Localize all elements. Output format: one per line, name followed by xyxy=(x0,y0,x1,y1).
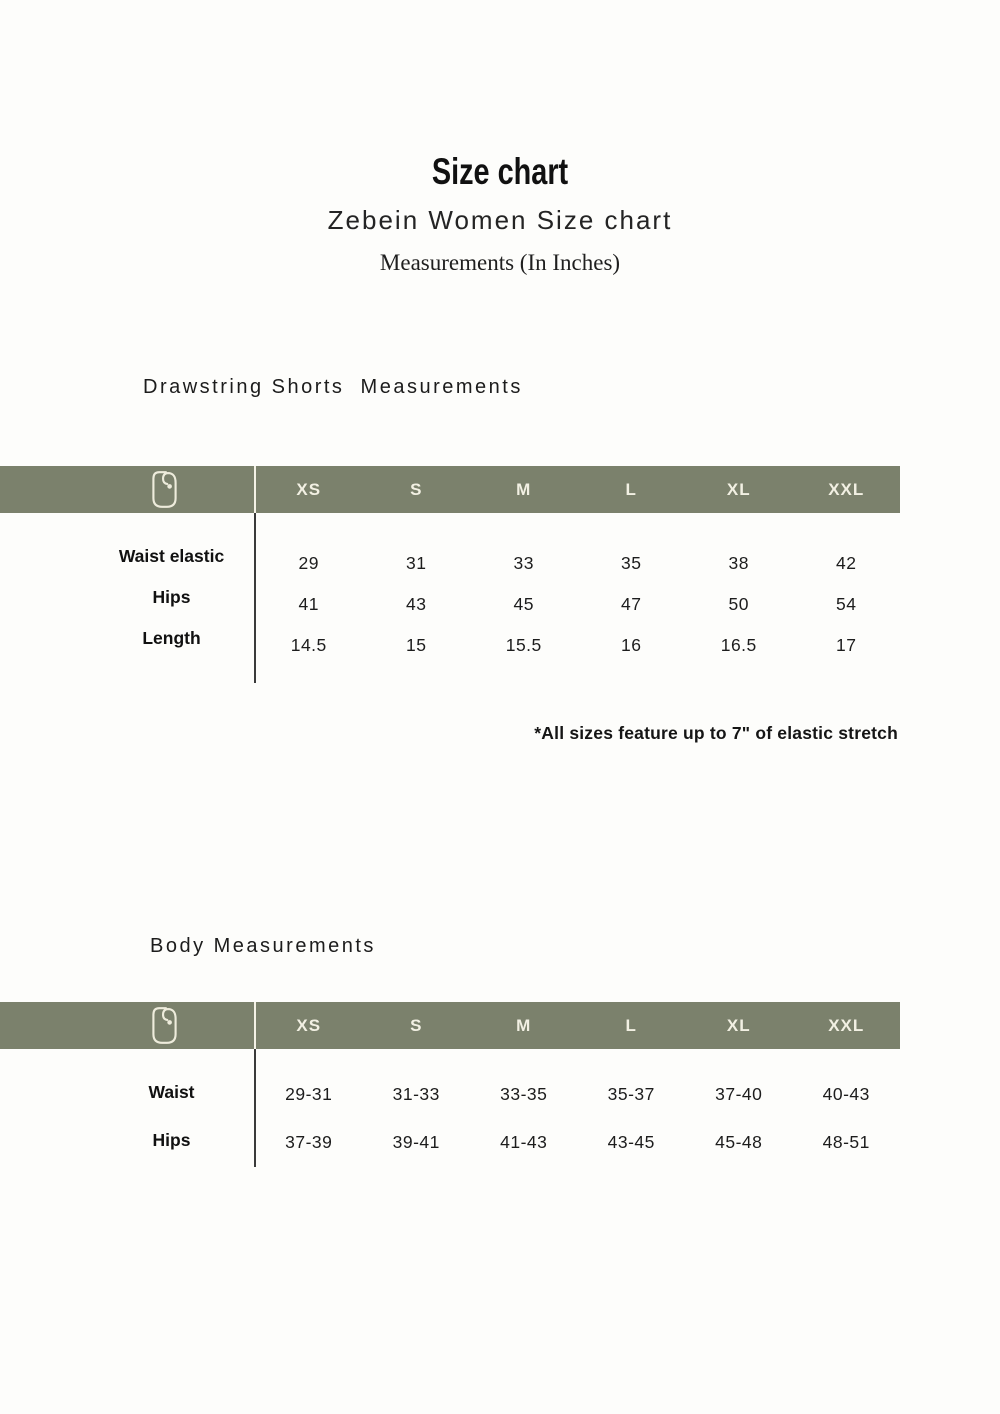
size-value-cell: 40-43 xyxy=(822,1083,870,1104)
units-note: Measurements (In Inches) xyxy=(379,250,621,275)
subtitle: Zebein Women Size chart xyxy=(327,205,673,235)
size-value-cell: 29-31 xyxy=(285,1083,333,1104)
size-value-cell: 35-37 xyxy=(607,1083,655,1104)
size-value-cell: 43-45 xyxy=(607,1131,655,1152)
size-value-cell: 39-41 xyxy=(392,1131,440,1152)
table-row-waist-elastic xyxy=(0,543,900,584)
table2-logo-cell xyxy=(0,1002,255,1049)
table2-column-divider xyxy=(254,1049,256,1167)
table2-size-header-l: L xyxy=(625,1015,637,1035)
logo-dot xyxy=(167,1020,172,1025)
row-label: Waist xyxy=(148,1081,195,1102)
table-row-hips xyxy=(0,584,900,625)
size-value-cell: 47 xyxy=(621,594,642,614)
table2-size-header-xxl: XXL xyxy=(828,1015,865,1035)
size-value-cell: 16.5 xyxy=(720,635,757,655)
table2-size-header-xl: XL xyxy=(726,1015,751,1035)
table-row-hips xyxy=(0,1118,900,1166)
size-value-cell: 42 xyxy=(836,553,857,573)
size-value-cell: 41-43 xyxy=(500,1131,548,1152)
logo-dot xyxy=(167,484,172,489)
table1-column-divider xyxy=(254,513,256,683)
table1-body xyxy=(0,543,900,666)
header-column-divider xyxy=(254,1002,256,1049)
row-label: Length xyxy=(142,628,201,648)
size-value-cell: 33 xyxy=(513,553,534,573)
section-heading-body-measurements: Body Measurements xyxy=(150,935,376,957)
table-row-length xyxy=(0,625,900,666)
size-value-cell: 38 xyxy=(728,553,749,573)
size-value-cell: 17 xyxy=(836,635,857,655)
table1-header-row xyxy=(0,466,900,513)
row-label: Hips xyxy=(152,1129,191,1150)
size-value-cell: 33-35 xyxy=(500,1083,548,1104)
table2-size-header-m: M xyxy=(516,1015,532,1035)
elastic-stretch-footnote: *All sizes feature up to 7" of elastic stretch xyxy=(534,723,898,743)
table2-size-header-s: S xyxy=(410,1015,423,1035)
size-value-cell: 48-51 xyxy=(822,1131,870,1152)
table1-size-header-l: L xyxy=(625,479,637,499)
size-value-cell: 37-40 xyxy=(715,1083,763,1104)
table1-logo-cell xyxy=(0,466,255,513)
brand-logo-icon xyxy=(151,1006,178,1045)
size-value-cell: 41 xyxy=(298,594,319,614)
size-value-cell: 31-33 xyxy=(392,1083,440,1104)
size-value-cell: 43 xyxy=(406,594,427,614)
brand-logo-icon xyxy=(151,470,178,509)
table1-size-header-xl: XL xyxy=(726,479,751,499)
size-value-cell: 15 xyxy=(406,635,427,655)
size-value-cell: 15.5 xyxy=(505,635,542,655)
size-value-cell: 45-48 xyxy=(715,1131,763,1152)
size-value-cell: 16 xyxy=(621,635,642,655)
table2-body xyxy=(0,1070,900,1166)
table2-header-row xyxy=(0,1002,900,1049)
table1-size-header-m: M xyxy=(516,479,532,499)
size-value-cell: 37-39 xyxy=(285,1131,333,1152)
table1-size-header-s: S xyxy=(410,479,423,499)
table1-size-header-xs: XS xyxy=(296,479,322,499)
table1-size-header-xxl: XXL xyxy=(828,479,865,499)
page-title: Size chart xyxy=(431,150,569,192)
section-heading-drawstring-shorts: Drawstring Shorts Measurements xyxy=(143,376,523,398)
size-value-cell: 45 xyxy=(513,594,534,614)
size-value-cell: 29 xyxy=(298,553,319,573)
size-value-cell: 14.5 xyxy=(290,635,327,655)
size-value-cell: 35 xyxy=(621,553,642,573)
size-value-cell: 50 xyxy=(728,594,749,614)
size-value-cell: 54 xyxy=(836,594,857,614)
table-row-waist xyxy=(0,1070,900,1118)
table2-size-header-xs: XS xyxy=(296,1015,322,1035)
row-label: Waist elastic xyxy=(118,546,225,566)
header-column-divider xyxy=(254,466,256,513)
size-value-cell: 31 xyxy=(406,553,427,573)
row-label: Hips xyxy=(152,587,191,607)
